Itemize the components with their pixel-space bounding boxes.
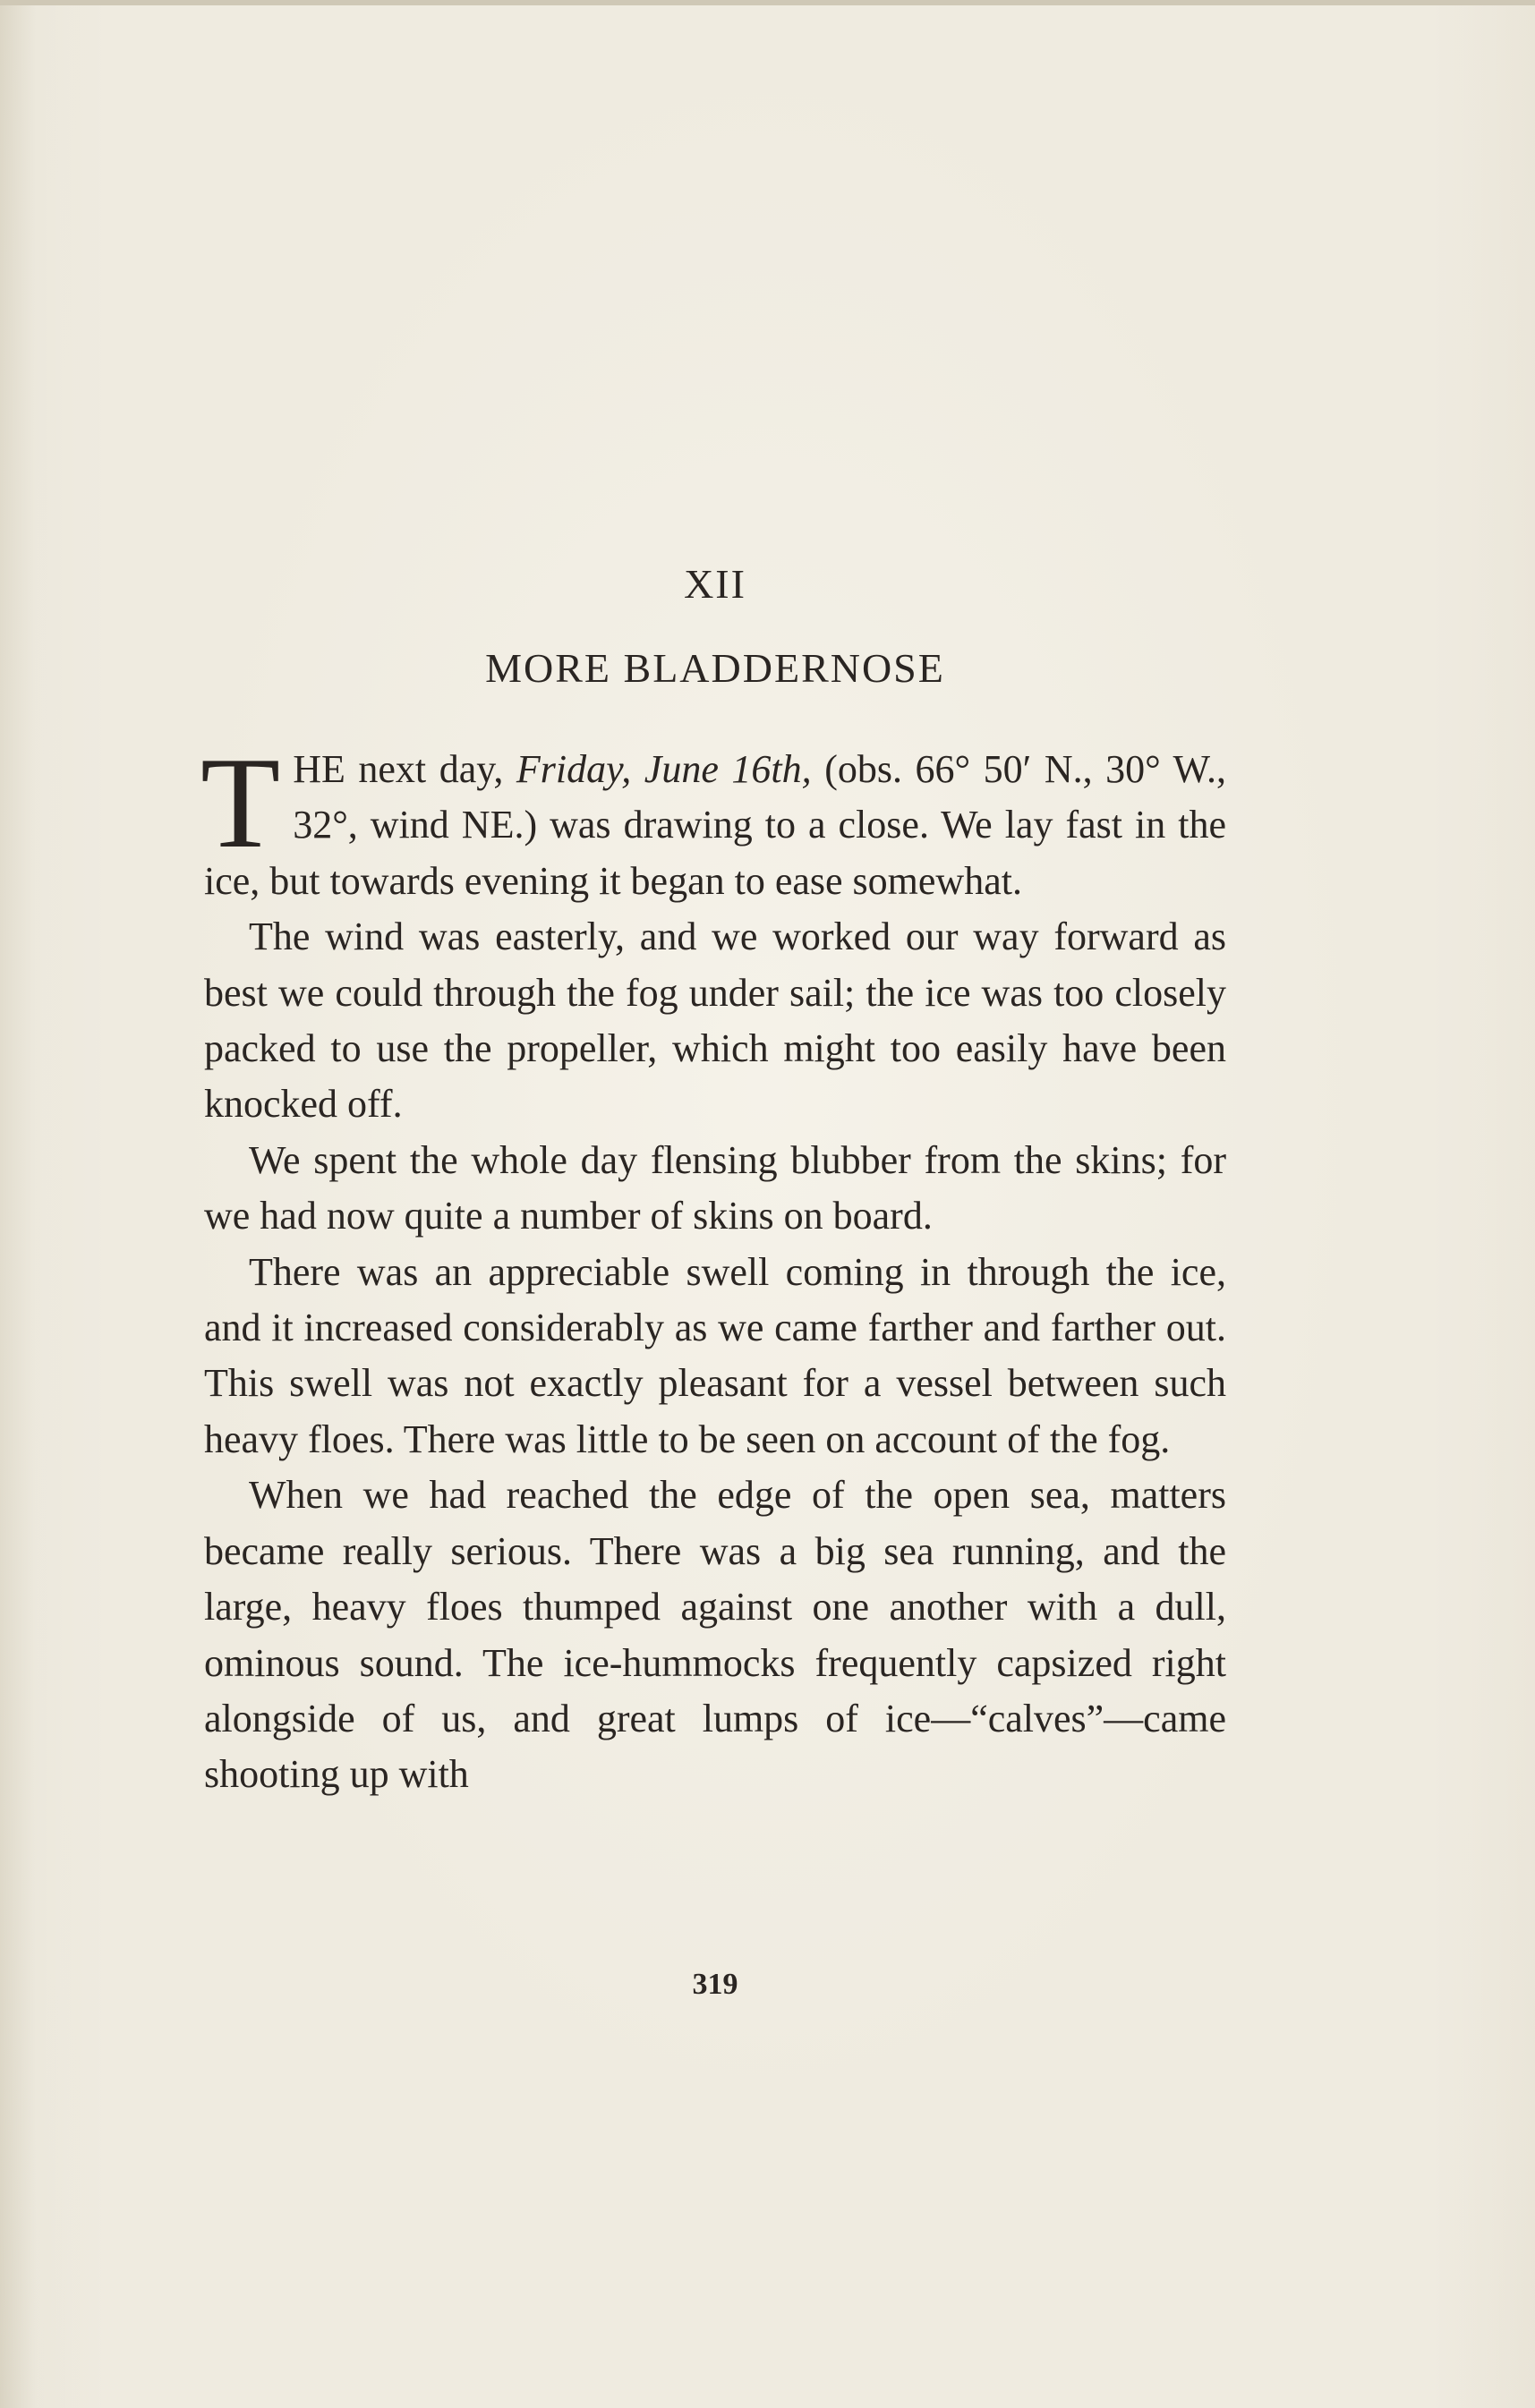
drop-cap: T (200, 730, 281, 875)
page-number: 319 (692, 1968, 738, 2001)
paragraph-4: There was an appreciable swell coming in through the ice, and it increased considerably as we came farther and farther out. This swell was not exactly pleasant for a vessel between such heavy floes. There was little to be seen on account of the fog. (204, 1249, 1226, 1461)
paragraph-5: When we had reached the edge of the open sea, matters became really serious. There was a big sea running, and the large, heavy floes thumped against one another with a dull, ominous sound. The ice-hummocks frequently capsized right alongside of us, and great lumps of ice—“calves”—came shooting up with (204, 1473, 1226, 1797)
paragraph-2: The wind was easterly, and we worked our way forward as best we could through the fog under sail; the ice was too closely packed to use the propeller, which might too easily have been knocked off. (204, 915, 1226, 1127)
chapter-body (200, 730, 1227, 1803)
chapter-title: MORE BLADDERNOSE (485, 645, 945, 691)
paragraph-1-start: HE next day, (293, 747, 516, 791)
paragraph-1-date: Friday, June 16th, (516, 747, 812, 791)
paragraph-1 (200, 730, 1227, 909)
paragraph-3: We spent the whole day flensing blubber from the skins; for we had now quite a number of skins on board. (204, 1137, 1226, 1238)
chapter-number: XII (684, 561, 746, 607)
paragraph-1-end: (obs. 66° 50′ N., 30° W., 32°, wind NE.) was drawing to a close. We lay fast in the ice, but towards evening it began to ease somewhat. (204, 747, 1227, 903)
